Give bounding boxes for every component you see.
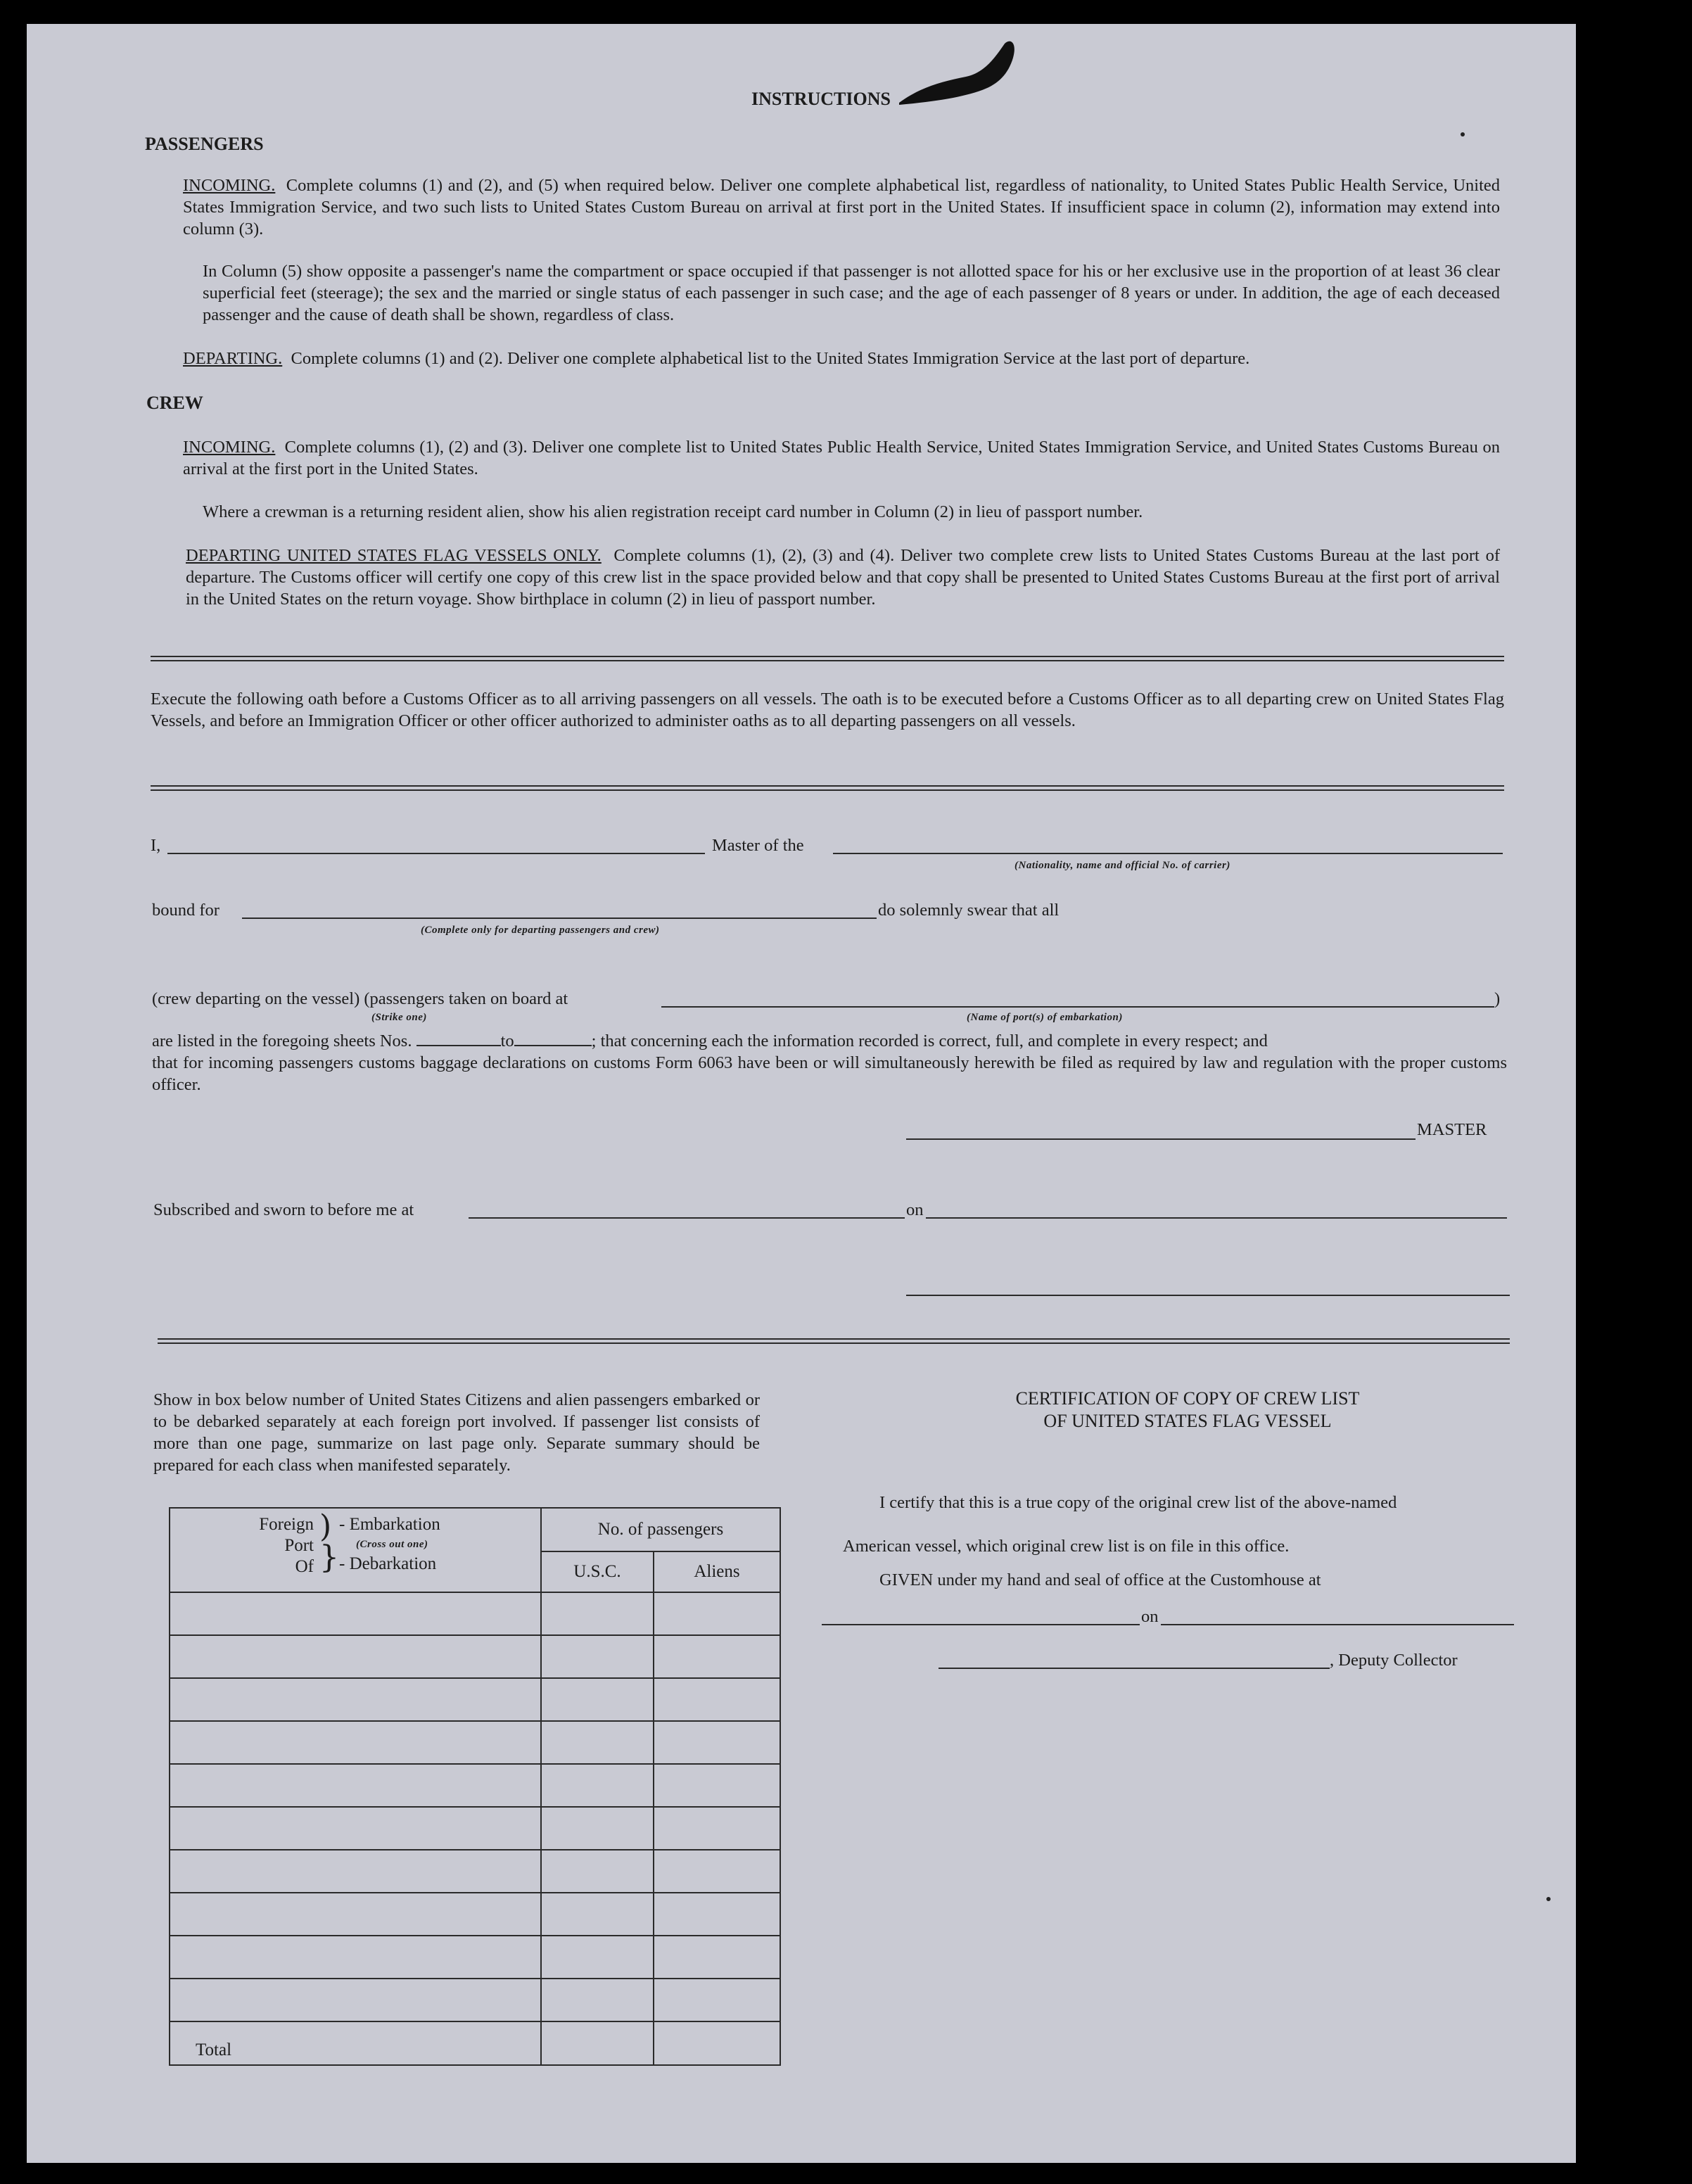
aliens-cell[interactable]	[654, 1678, 780, 1721]
certification-title-2: OF UNITED STATES FLAG VESSEL	[1043, 1411, 1332, 1431]
usc-cell[interactable]	[541, 1678, 654, 1721]
speck	[1461, 132, 1465, 136]
master-label: MASTER	[1417, 1120, 1487, 1139]
table-row	[170, 1850, 780, 1893]
certify-line-2: American vessel, which original crew list is on file in this office.	[843, 1537, 1290, 1556]
col-foreign: Foreign	[259, 1515, 314, 1534]
crew-departing-label: (crew departing on the vessel) (passengers taken on board at	[152, 989, 568, 1008]
col-port: Port	[284, 1536, 314, 1555]
port-cell[interactable]	[170, 1807, 541, 1850]
crew-incoming-text: Complete columns (1), (2) and (3). Deliver one complete list to United States Public Health Service, United States Immigration Service, and United States Customs Bureau on arrival at the first port in the United States.	[183, 438, 1500, 478]
usc-cell[interactable]	[541, 1936, 654, 1979]
port-cell[interactable]	[170, 1721, 541, 1764]
table-row	[170, 1635, 780, 1678]
port-cell[interactable]	[170, 1979, 541, 2021]
usc-cell[interactable]	[541, 1721, 654, 1764]
certification-title	[822, 1388, 1553, 1433]
master-of-label: Master of the	[712, 836, 804, 855]
usc-cell[interactable]	[541, 1764, 654, 1807]
subscribed-label: Subscribed and sworn to before me at	[153, 1200, 414, 1219]
carrier-line[interactable]	[833, 853, 1503, 854]
crew-departing-text: Complete columns (1), (2), (3) and (4). Deliver two complete crew lists to United States Customs Bureau at the last port of departure. The Customs officer will certify one copy of this crew list in the space provided below and that copy shall be presented to United States Customs Bureau at the first port of arrival in the United States on the return voyage. Show birthplace in column (2) in lieu of passport number.	[186, 546, 1500, 609]
passengers-column5: In Column (5) show opposite a passenger's name the compartment or space occupied if that passenger is not allotted space for his or her exclusive use in the proportion of at least 36 clear superficial feet (steerage); the sex and the married or single status of each passenger in such case; and the age of each passenger of 8 years or under. In addition, the age of each deceased passenger and the cause of death shall be shown, regardless of class.	[203, 262, 1500, 324]
port-cell[interactable]	[170, 1678, 541, 1721]
aliens-cell[interactable]	[654, 1721, 780, 1764]
passengers-heading: PASSENGERS	[145, 134, 264, 154]
passengers-incoming	[183, 174, 1500, 240]
cert-date-line[interactable]	[1161, 1624, 1514, 1625]
listed-text-c: that for incoming passengers customs baggage declarations on customs Form 6063 have been or will simultaneously herewith be filed as required by law and regulation with the proper customs officer.	[152, 1053, 1507, 1094]
table-row	[170, 1979, 780, 2021]
sworn-place-line[interactable]	[469, 1217, 905, 1219]
bound-for-label: bound for	[152, 901, 220, 920]
crew-departing	[186, 545, 1500, 610]
sworn-date-line[interactable]	[926, 1217, 1507, 1219]
table-row	[170, 1893, 780, 1936]
col-embark: - Embarkation	[339, 1515, 440, 1534]
carrier-note: (Nationality, name and official No. of carrier)	[1014, 860, 1230, 871]
aliens-cell[interactable]	[654, 1764, 780, 1807]
listed-text-a: are listed in the foregoing sheets Nos.	[152, 1031, 412, 1050]
divider	[151, 656, 1504, 661]
usc-total-cell[interactable]	[541, 2021, 654, 2065]
master-signature-line[interactable]	[906, 1138, 1416, 1140]
sheet-from-line[interactable]	[416, 1032, 501, 1046]
oath-intro: Execute the following oath before a Customs Officer as to all arriving passengers on all vessels. The oath is to be executed before a Customs Officer as to all departing crew on United States Flag Vessels, and before an Immigration Officer or other officer authorized to administer oaths as to all departing passengers on all vessels.	[151, 690, 1504, 730]
deputy-signature-line[interactable]	[939, 1668, 1330, 1669]
ports-note: (Name of port(s) of embarkation)	[967, 1012, 1123, 1023]
passengers-departing-label: DEPARTING.	[183, 349, 283, 368]
aliens-cell[interactable]	[654, 1592, 780, 1635]
master-name-line[interactable]	[167, 853, 705, 854]
deputy-label: , Deputy Collector	[1330, 1651, 1458, 1670]
table-row	[170, 1592, 780, 1635]
speck	[1546, 1897, 1551, 1901]
crew-resident-alien: Where a crewman is a returning resident alien, show his alien registration receipt card number in Column (2) in lieu of passport number.	[203, 502, 1143, 521]
usc-cell[interactable]	[541, 1893, 654, 1936]
oath-i-label: I,	[151, 836, 161, 855]
col-num: No. of passengers	[541, 1508, 780, 1551]
usc-cell[interactable]	[541, 1635, 654, 1678]
col-cross: (Cross out one)	[356, 1539, 428, 1550]
port-cell[interactable]	[170, 1936, 541, 1979]
passenger-summary-table	[169, 1507, 781, 2066]
col-usc: U.S.C.	[541, 1551, 654, 1592]
summary-text: Show in box below number of United States Citizens and alien passengers embarked or to be debarked separately at each foreign port involved. If passenger list consists of more than one page, summarize on last page only. Separate summary should be prepared for each class when manifested separately.	[153, 1390, 760, 1475]
aliens-cell[interactable]	[654, 1936, 780, 1979]
crew-incoming-label: INCOMING.	[183, 438, 276, 457]
table-row	[170, 1936, 780, 1979]
usc-cell[interactable]	[541, 1850, 654, 1893]
certify-line-3: GIVEN under my hand and seal of office at the Customhouse at	[879, 1570, 1321, 1589]
passengers-incoming-text: Complete columns (1) and (2), and (5) when required below. Deliver one complete alphabetical list, regardless of nationality, to United States Public Health Service, United States Immigration Service, and two such lists to United States Custom Bureau on arrival at first port in the United States. If insufficient space in column (2), information may extend into column (3).	[183, 176, 1501, 239]
table-row	[170, 1678, 780, 1721]
crew-departing-label: DEPARTING UNITED STATES FLAG VESSELS ONLY.	[186, 546, 602, 565]
strike-note: (Strike one)	[371, 1012, 427, 1023]
certification-title-1: CERTIFICATION OF COPY OF CREW LIST	[1015, 1388, 1360, 1409]
crew-incoming	[183, 436, 1500, 480]
form-page	[27, 24, 1576, 2163]
crew-heading: CREW	[146, 393, 203, 413]
total-row	[170, 2021, 780, 2065]
port-cell[interactable]	[170, 1850, 541, 1893]
col-of: Of	[295, 1557, 314, 1576]
sheet-to-line[interactable]	[514, 1032, 592, 1046]
listed-line	[152, 1030, 1268, 1052]
close-paren: )	[1494, 989, 1501, 1008]
torn-paper-mark	[899, 38, 1019, 112]
total-label: Total	[170, 2021, 541, 2065]
ports-line[interactable]	[661, 1006, 1494, 1008]
cert-on-label: on	[1141, 1607, 1159, 1626]
usc-cell[interactable]	[541, 1807, 654, 1850]
col-debark: - Debarkation	[339, 1554, 437, 1573]
aliens-cell[interactable]	[654, 1979, 780, 2021]
on-label: on	[906, 1200, 924, 1219]
passengers-departing	[183, 348, 1506, 369]
port-cell[interactable]	[170, 1764, 541, 1807]
table-row	[170, 1721, 780, 1764]
page-title: INSTRUCTIONS	[751, 89, 891, 109]
port-cell[interactable]	[170, 1635, 541, 1678]
aliens-total-cell[interactable]	[654, 2021, 780, 2065]
listed-text-b: ; that concerning each the information recorded is correct, full, and complete in every respect; and	[591, 1031, 1268, 1050]
aliens-cell[interactable]	[654, 1893, 780, 1936]
col-aliens: Aliens	[654, 1551, 780, 1592]
brace-mark: ) }	[319, 1509, 339, 1575]
table-row	[170, 1764, 780, 1807]
port-cell[interactable]	[170, 1893, 541, 1936]
table-row	[170, 1807, 780, 1850]
passengers-incoming-label: INCOMING.	[183, 176, 276, 195]
divider	[151, 785, 1504, 791]
passengers-departing-text: Complete columns (1) and (2). Deliver one complete alphabetical list to the United States Immigration Service at the last port of departure.	[291, 349, 1250, 368]
certify-line-1: I certify that this is a true copy of the original crew list of the above-named	[879, 1493, 1397, 1512]
divider	[158, 1338, 1510, 1344]
usc-cell[interactable]	[541, 1979, 654, 2021]
bound-for-line[interactable]	[242, 918, 877, 919]
usc-cell[interactable]	[541, 1592, 654, 1635]
aliens-cell[interactable]	[654, 1807, 780, 1850]
officer-signature-line[interactable]	[906, 1295, 1510, 1296]
swear-label: do solemnly swear that all	[878, 901, 1060, 920]
bound-note: (Complete only for departing passengers and crew)	[421, 925, 660, 936]
aliens-cell[interactable]	[654, 1635, 780, 1678]
listed-to: to	[500, 1031, 514, 1050]
port-cell[interactable]	[170, 1592, 541, 1635]
customhouse-line[interactable]	[822, 1624, 1140, 1625]
aliens-cell[interactable]	[654, 1850, 780, 1893]
foreign-port-header	[170, 1508, 541, 1592]
